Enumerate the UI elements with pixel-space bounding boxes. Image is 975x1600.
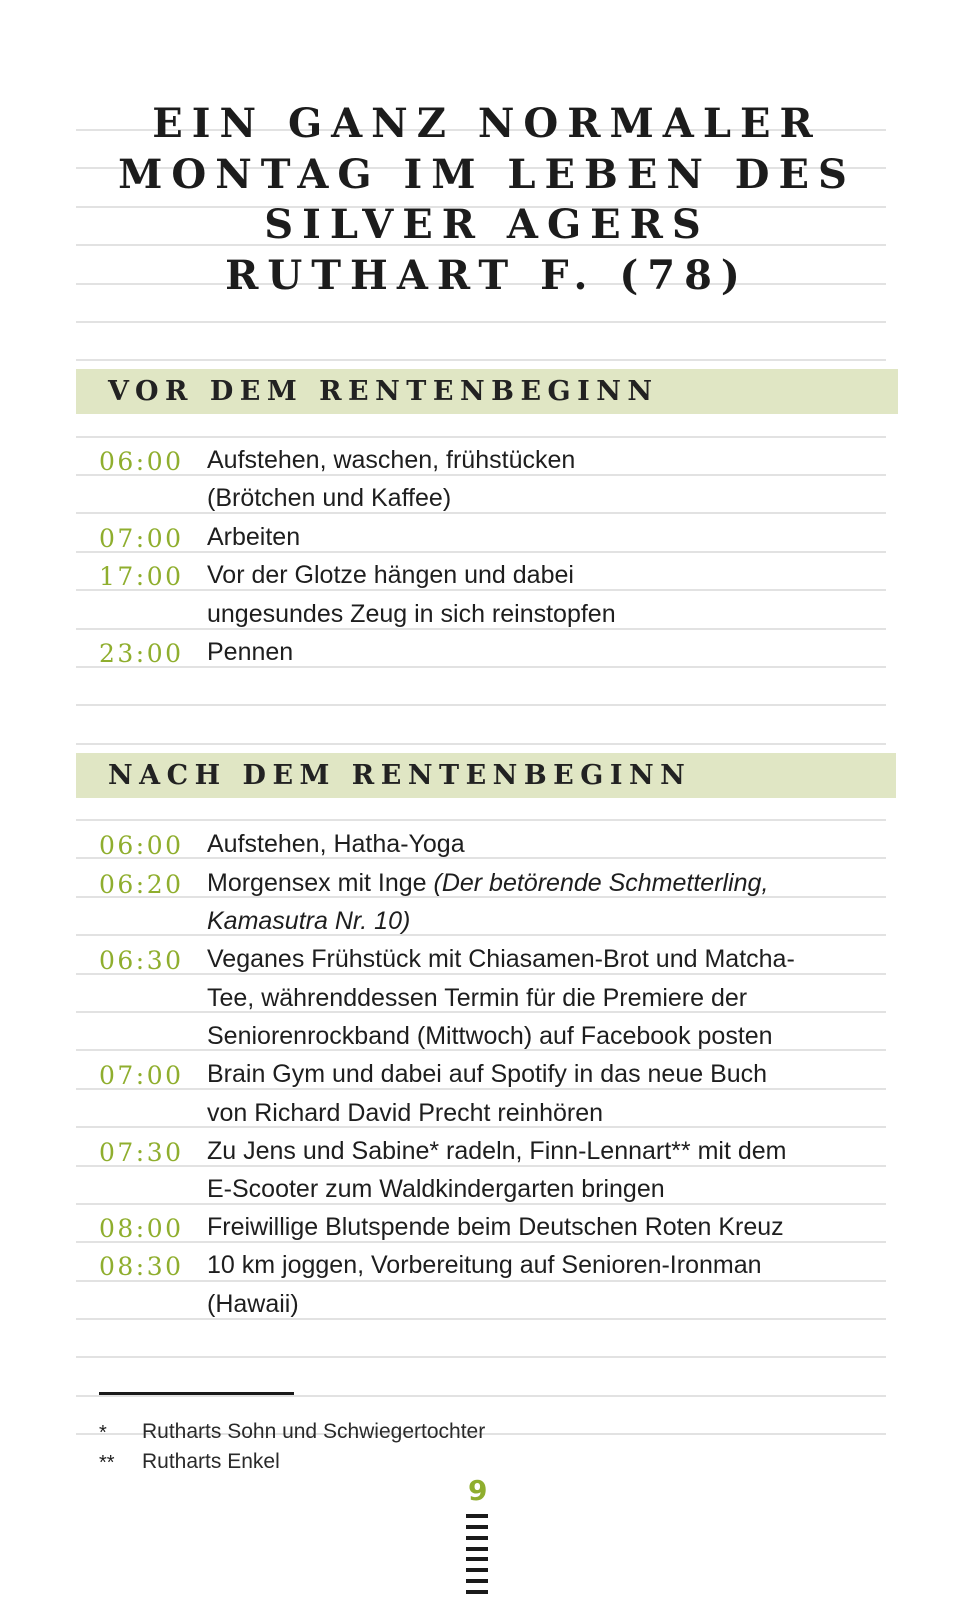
tick-mark [466, 1536, 488, 1540]
tick-mark [466, 1590, 488, 1594]
entry-text: Veganes Frühstück mit Chiasamen-Brot und Matcha- [207, 945, 795, 973]
entry-text: Vor der Glotze hängen und dabei [207, 561, 574, 589]
entry-text: Brain Gym und dabei auf Spotify in das neue Buch [207, 1060, 768, 1088]
entry-text: Freiwillige Blutspende beim Deutschen Roten Kreuz [207, 1213, 784, 1241]
entry-text: von Richard David Precht reinhören [207, 1099, 604, 1127]
entry-time: 08:30 [99, 1252, 184, 1281]
ruled-line [76, 666, 886, 668]
footnote-divider [99, 1392, 294, 1395]
entry-text: Aufstehen, Hatha-Yoga [207, 830, 465, 858]
section-heading-after-retirement: NACH DEM RENTENBEGINN [108, 760, 692, 791]
entry-text: Arbeiten [207, 523, 301, 551]
tick-mark [466, 1525, 488, 1529]
ruled-line [76, 704, 886, 706]
page-number: 9 [468, 1474, 488, 1507]
entry-text: (Brötchen und Kaffee) [207, 484, 452, 512]
ruled-line [76, 1318, 886, 1320]
ruled-line [76, 321, 886, 323]
entry-text: E-Scooter zum Waldkindergarten bringen [207, 1175, 665, 1203]
entry-text: Pennen [207, 638, 294, 666]
entry-time: 06:20 [99, 870, 184, 899]
footnote-mark: * [99, 1422, 107, 1444]
ruled-line [76, 934, 886, 936]
entry-text-plain: Morgensex mit Inge [207, 869, 434, 897]
ruled-line [76, 1356, 886, 1358]
entry-text [207, 907, 410, 936]
entry-time: 07:00 [99, 524, 184, 553]
entry-time: 08:00 [99, 1214, 184, 1243]
entry-time: 17:00 [99, 562, 184, 591]
entry-time: 07:30 [99, 1138, 184, 1167]
footnote-mark: ** [99, 1452, 115, 1474]
footnote-text: Rutharts Enkel [142, 1450, 280, 1473]
ruled-line [76, 819, 886, 821]
title-line-3: SILVER AGERS [264, 201, 710, 248]
entry-text: ungesundes Zeug in sich reinstopfen [207, 600, 616, 628]
tick-mark [466, 1547, 488, 1551]
entry-text [207, 869, 768, 898]
entry-time: 06:30 [99, 946, 184, 975]
ruled-line [76, 1395, 886, 1397]
ruled-line [76, 512, 886, 514]
title-line-4: RUTHART F. (78) [225, 252, 749, 299]
tick-mark [466, 1568, 488, 1572]
ruled-line [76, 551, 886, 553]
entry-text-italic: (Der betörende Schmetterling, [433, 869, 769, 897]
footnote-text: Rutharts Sohn und Schwiegertochter [142, 1420, 486, 1443]
entry-text-italic: Kamasutra Nr. 10) [207, 907, 411, 935]
ruled-line [76, 436, 886, 438]
section-heading-before-retirement: VOR DEM RENTENBEGINN [108, 376, 659, 407]
entry-text: Seniorenrockband (Mittwoch) auf Facebook posten [207, 1022, 773, 1050]
entry-time: 06:00 [99, 831, 184, 860]
title-line-1: EIN GANZ NORMALER [152, 100, 822, 147]
entry-text: 10 km joggen, Vorbereitung auf Senioren-Ironman [207, 1251, 762, 1279]
entry-text: Zu Jens und Sabine* radeln, Finn-Lennart** mit dem [207, 1137, 787, 1165]
entry-time: 06:00 [99, 447, 184, 476]
entry-time: 07:00 [99, 1061, 184, 1090]
title-line-2: MONTAG IM LEBEN DES [118, 151, 856, 198]
tick-mark [466, 1514, 488, 1518]
tick-mark [466, 1557, 488, 1561]
tick-mark [466, 1579, 488, 1583]
entry-time: 23:00 [99, 639, 184, 668]
entry-text: Tee, währenddessen Termin für die Premiere der [207, 984, 748, 1012]
ruled-line [76, 1280, 886, 1282]
entry-text: (Hawaii) [207, 1290, 299, 1318]
ruled-line [76, 359, 886, 361]
ruled-line [76, 857, 886, 859]
entry-text: Aufstehen, waschen, frühstücken [207, 446, 576, 474]
ruled-line [76, 743, 886, 745]
